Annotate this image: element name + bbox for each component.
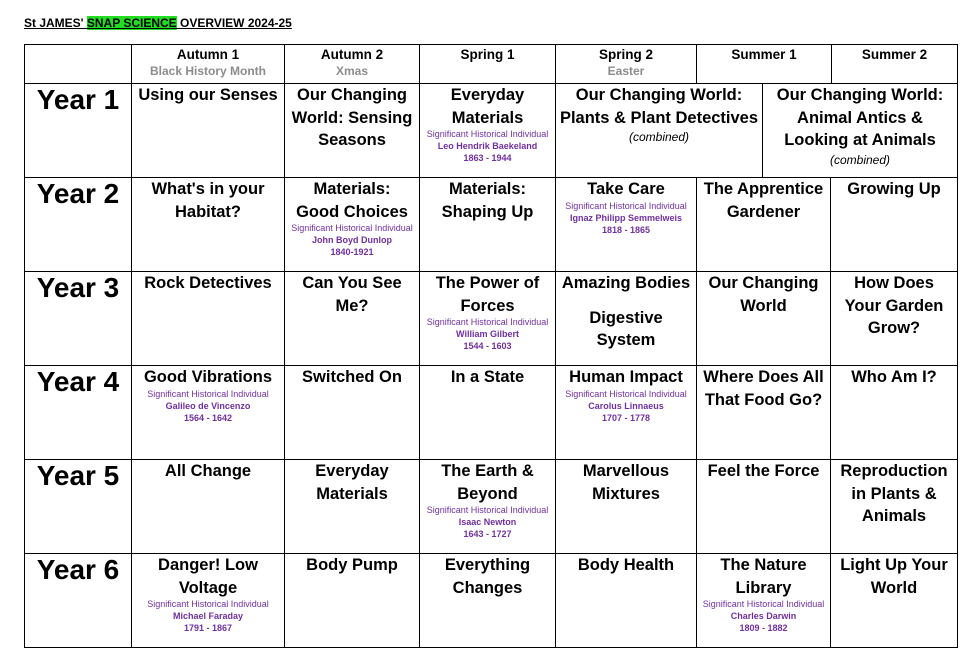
topic-cell [132,366,285,460]
topic-cell [285,84,420,178]
topic-title: All Change [164,462,252,481]
year-label-cell [25,272,132,366]
person-dates: 1818 - 1865 [601,224,651,235]
topic-cell [420,84,556,178]
significant-individual-label: Significant Historical Individual [565,388,687,399]
topic-title: Our Changing World: Plants & Plant Detectives [559,86,759,127]
topic-title: Take Care [587,180,665,199]
historical-person: Isaac Newton [458,517,517,528]
year-label: Year 6 [36,554,120,585]
topic-title: The Nature Library [720,556,807,597]
term-subtitle: Easter [607,64,645,78]
topic-title: Feel the Force [707,462,820,481]
topic-title: Our Changing World [708,274,819,315]
topic-title: Growing Up [847,180,941,199]
historical-person: Leo Hendrik Baekeland [437,141,538,152]
historical-person: John Boyd Dunlop [312,235,392,246]
topic-title: Who Am I? [851,368,937,387]
topic-title: What's in your Habitat? [151,180,265,221]
header-autumn-2 [285,45,420,84]
topic-title: Everything Changes [444,556,531,597]
significant-individual-label: Significant Historical Individual [565,200,687,211]
topic-cell [556,460,697,554]
topic-cell-merged [556,84,958,178]
topic-title: The Earth & Beyond [441,462,534,503]
topic-title: The Apprentice Gardener [703,180,824,221]
topic-title: How Does Your Garden Grow? [844,274,944,338]
year-label: Year 5 [36,460,120,492]
topic-title: The Power of Forces [435,274,540,315]
topic-cell [285,366,420,460]
topic-cell [285,460,420,554]
header-summer-2 [831,45,957,83]
historical-person: Carolus Linnaeus [588,400,664,411]
title-highlight: SNAP SCIENCE [86,16,177,30]
topic-cell [556,272,697,366]
corner-cell [25,45,132,84]
person-dates: 1791 - 1867 [183,623,233,633]
topic-title-line-2: Good Choices [296,202,408,221]
topic-title: Reproduction in Plants & Animals [840,462,948,526]
year-row [25,366,958,460]
topic-cell [132,272,285,366]
term-subtitle: Black History Month [149,64,266,78]
topic-title: Body Health [577,556,675,574]
historical-person: Michael Faraday [172,611,244,621]
topic-title: Our Changing World: Sensing Seasons [291,86,413,150]
topic-cell [556,178,697,272]
topic-cell [831,366,958,460]
header-summer [697,45,958,84]
significant-individual-label: Significant Historical Individual [147,388,269,399]
topic-cell [132,554,285,648]
topic-cell [831,554,958,648]
topic-title: Good Vibrations [143,368,273,387]
topic-title: Can You See Me? [302,274,402,315]
header-spring-1 [420,45,556,84]
person-dates: 1544 - 1603 [463,341,512,352]
topic-title: Where Does All That Food Go? [703,368,824,409]
topic-cell [420,178,556,272]
person-dates: 1643 - 1727 [463,529,512,540]
year-label-cell [25,84,132,178]
year-row [25,178,958,272]
historical-person: William Gilbert [456,329,519,340]
topic-cell [697,460,831,554]
topic-title: Body Pump [306,556,398,574]
topic-cell [420,272,556,366]
topic-cell [697,554,831,648]
significant-individual-label: Significant Historical Individual [702,599,825,609]
topic-cell-combined-spring [556,84,762,177]
year-row [25,84,958,178]
historical-person: Ignaz Philipp Semmelweis [569,212,683,223]
header-spring-2 [556,45,697,84]
topic-cell [697,272,831,366]
historical-person: Galileo de Vincenzo [165,400,251,411]
science-overview-table [24,44,958,648]
topic-cell [831,272,958,366]
significant-individual-label: Significant Historical Individual [291,223,413,234]
topic-title: Materials: Shaping Up [441,180,534,221]
topic-title: Using our Senses [138,86,278,105]
person-dates: 1707 - 1778 [601,412,651,423]
year-label-cell [25,460,132,554]
year-row [25,460,958,554]
topic-cell [420,366,556,460]
topic-title: Everyday Materials [315,462,389,503]
term-name: Autumn 2 [320,47,384,62]
topic-title: Human Impact [569,368,683,387]
topic-cell [556,554,697,648]
person-dates: 1564 - 1642 [183,412,233,423]
significant-individual-label: Significant Historical Individual [426,317,549,328]
year-label: Year 2 [36,178,120,210]
term-header-row [25,45,958,84]
topic-cell [132,460,285,554]
topic-cell [285,178,420,272]
significant-individual-label: Significant Historical Individual [426,505,549,516]
topic-cell [420,460,556,554]
combined-note: (combined) [628,130,690,145]
year-label-cell [25,178,132,272]
title-prefix: St JAMES' [24,16,87,30]
title-suffix: OVERVIEW 2024-25 [176,16,292,30]
topic-title: Rock Detectives [144,274,272,293]
topic-cell [697,178,831,272]
topic-cell [420,554,556,648]
topic-cell [132,178,285,272]
topic-cell [831,460,958,554]
topic-cell [697,366,831,460]
person-dates: 1863 - 1944 [463,153,512,164]
term-subtitle: Xmas [335,64,369,78]
term-name: Spring 2 [598,47,653,62]
header-summer-1 [697,45,831,83]
document-title [24,16,292,30]
person-dates: 1840-1921 [330,247,374,258]
topic-cell [132,84,285,178]
topic-cell [831,178,958,272]
term-name: Autumn 1 [176,47,240,62]
topic-title: Marvellous Mixtures [582,462,670,503]
topic-title: Materials: [313,180,391,199]
topic-cell [556,366,697,460]
year-label: Year 4 [36,366,120,398]
topic-title-secondary: Digestive System [589,308,663,350]
year-label-cell [25,366,132,460]
topic-title: Our Changing World: Animal Antics & Looking at Animals [776,86,944,150]
topic-cell [285,272,420,366]
term-name: Summer 2 [861,47,928,62]
significant-individual-label: Significant Historical Individual [147,599,269,609]
term-name: Summer 1 [731,47,797,62]
topic-title: Everyday Materials [450,86,525,127]
term-name: Spring 1 [460,47,515,62]
significant-individual-label: Significant Historical Individual [426,129,549,140]
historical-person: Charles Darwin [730,611,797,621]
person-dates: 1809 - 1882 [739,623,788,633]
year-row [25,554,958,648]
topic-title: Light Up Your World [840,556,948,597]
year-row [25,272,958,366]
year-label: Year 1 [36,84,120,116]
year-label-cell [25,554,132,648]
topic-cell-combined-summer [762,84,957,177]
topic-title: In a State [450,368,525,387]
combined-note: (combined) [829,152,891,167]
topic-title: Amazing Bodies [561,274,691,293]
topic-cell [285,554,420,648]
year-label: Year 3 [36,272,120,304]
topic-title: Switched On [302,368,402,387]
topic-title: Danger! Low Voltage [158,556,258,597]
header-autumn-1 [132,45,285,84]
